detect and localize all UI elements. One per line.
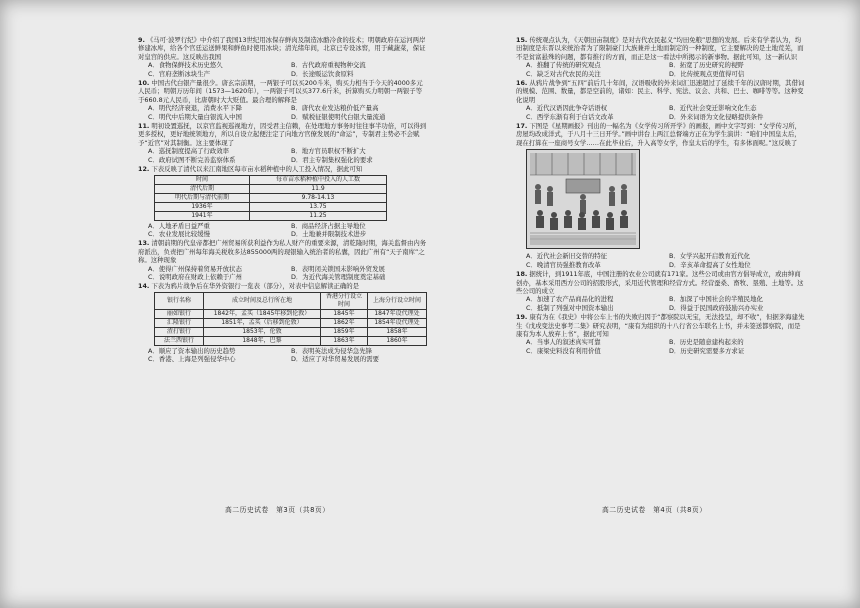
question-stem: 传统观点认为，《天朝田亩制度》是对古代农民起义“均田免粮”思想的发展。后来有学者认为，均田制度是东晋以来统治者为了限制豪门大族兼并土地而制定的一种制度，它主要解决的是土地荒芜，而不是贫富悬殊的问题，都有推行的方面，而正是这一看法中所揭示的新事物。据此可知，这一新认识 [516,36,804,61]
table-row [155,193,387,202]
option-c[interactable]: C．西学东渐有利于白话文改革 [526,112,614,121]
option-d[interactable]: D．辛亥革命提高了女性地位 [669,260,751,269]
options [516,252,806,269]
table-cell: 1842年，孟买（1845年移到伦敦） [204,309,321,318]
question-17 [516,122,806,269]
girls-school-illustration [526,149,640,249]
option-d[interactable]: D．赋税征银使明代白银大量流通 [291,112,386,121]
option-c[interactable]: C．官府垄断冰块生产 [148,69,210,78]
options [138,147,428,164]
question-number: 17. [516,122,528,131]
question-number: 13. [138,239,150,248]
question-number: 19. [516,313,528,322]
page-footer: 高二历史试卷 第4页（共8页） [602,506,707,514]
table-cell: 11.9 [250,184,387,193]
question-number: 10. [138,79,150,88]
table-header-row [155,175,387,184]
option-c[interactable]: C．农业发展比较缓慢 [148,229,210,238]
option-d[interactable]: D．历史研究需要多方求证 [669,346,745,355]
option-b[interactable]: B．地方官员职权不断扩大 [291,147,366,156]
option-a[interactable]: A．加速了农产品商品化的进程 [526,295,614,304]
question-stem: 康有为在《我史》中将公车上书的失败归因于“都察院以无宝，无法投呈，却不收”，但据茅海建先生《戊戌变法史事考二集》研究表明，“康有为组织的十八行省公车联名上书，并未签送都察院，而是康有为本人放弃上书”，据此可知 [516,313,805,338]
option-b[interactable]: B．女学兴起开启教育近代化 [669,252,751,261]
table-cell: 1936年 [155,202,250,211]
option-d[interactable]: D．得益于民国政府鼓励兴办实业 [669,303,764,312]
option-a[interactable]: A．使得广州保持着贸易开放状态 [148,264,242,273]
page-footer: 高二历史试卷 第3页（共8页） [225,506,330,514]
options [138,61,428,78]
option-a[interactable]: A．食物保鲜技术历史悠久 [148,61,223,70]
option-d[interactable]: D．适应了对华贸易发展的需要 [291,355,379,364]
question-number: 12. [138,165,150,174]
table-cell: 1859年 [321,327,368,336]
question-15 [516,36,806,78]
table-cell: 11.25 [250,211,387,220]
option-c[interactable]: C．政府试图不断完善监察体系 [148,155,236,164]
option-a[interactable]: A．巡抚制度提高了行政效率 [148,147,230,156]
options [516,61,806,78]
question-stem: 下表反映了清代以来江南地区每市亩水稻种植中的人工投入情况，据此可知 [151,165,363,174]
historical-illustration [526,149,640,249]
question-stem: 据统计，到1911年底，中国注册的农业公司就有171家。这些公司或由官方倡导成立，或由绅商创办，基本采用西方公司的招股形式，采用近代管理和经营方式。经营蚕桑、畜牧、垦殖、土地等。这些公司的成立 [516,270,804,295]
question-stem: 从鸦片战争到“五四”前后几十年间，汉语吸收的外来词汇迅速超过了延续千年的汉唐时期，其借词的规模、范围、数量，都是空前的，诸如：民主、科学、宪法、议会、共和、巴士、咖啡等等。这种变化说明 [516,79,805,104]
option-b[interactable]: B．历史是随意建构起来的 [669,338,744,347]
table-cell: 1941年 [155,211,250,220]
question-number: 9. [138,36,145,44]
option-c[interactable]: C．康梁史料没有利用价值 [526,346,601,355]
table-cell: 1847年设代理处 [368,309,427,318]
question-11 [138,122,428,164]
options [138,265,428,282]
options [138,104,428,121]
option-a[interactable]: A．当事人的叙述真实可靠 [526,338,601,347]
question-number: 14. [138,282,150,291]
question-stem: 下图是《星期画报》刊出的一幅名为《女学传习所开学》的画报，画中文字写到：“女学传习所，房屋均改成洋式，于八月十三日开学。”画中讲台上两江总督端方正在为学生演讲：“咱们中国皇太后，现在打算在一座商号女学……在此毕业后，升入高等女学，作皇太后的学生，有多体面呢。”这反映了 [516,122,802,147]
table-row [155,202,387,211]
table-cell: 13.75 [250,202,387,211]
options [516,338,806,355]
option-c[interactable]: C．缺乏对古代农民的关注 [526,69,601,78]
option-a[interactable]: A．顺应了资本输出的历史趋势 [148,346,236,355]
question-stem: 下表为鸦片战争后在华外资银行一览表（部分），对表中信息解读正确的是 [151,282,360,291]
table-row [155,309,427,318]
table-cell: 1845年 [321,309,368,318]
table-header-row [155,292,427,309]
question-stem: 明初设置巡抚，以京官监视巡视地方，因受君主信赖，在处理地方事务时往往事半功倍，可以得到更多授权，更好地统领地方，所以自设立起便注定了向地方官僚发展的“命运”，专制君主势必不会赋予“近官”对其制衡。这主要体现了 [138,122,427,147]
option-a[interactable]: A．明代经济衰退，消费水平下降 [148,104,242,113]
option-d[interactable]: D．土地兼并限制技术进步 [291,229,367,238]
table-row [155,327,427,336]
question-number: 16. [516,79,528,88]
foreign-banks-table [154,292,427,346]
options [516,295,806,312]
table-cell: 渣打银行 [155,327,204,336]
table-cell: 9.78-14.13 [250,193,387,202]
question-19 [516,313,806,355]
options [138,222,428,239]
question-stem: 清朝前期的代皇帝都把广州贸易所获利益作为私人财产的重要来源，清乾隆时期，海关监督由内务府派出，负责把广州每年海关税收多达855000两的现银输入统治者的私囊，因此广州有“天子南库”之称。这种现象 [138,239,427,265]
question-14 [138,282,428,363]
table-header: 时间 [155,175,250,184]
table-cell: 1851年，孟买（后移到伦敦） [204,318,321,327]
table-header: 上海分行设立时间 [368,292,427,309]
table-cell: 1854年设代理处 [368,318,427,327]
table-header: 银行名称 [155,292,204,309]
option-c[interactable]: C．说明政府在财政上依赖于广州 [148,272,242,281]
option-d[interactable]: D．外来词语为文化侵略提供条件 [669,112,764,121]
table-header: 香港分行设立时间 [321,292,368,309]
question-16 [516,79,806,121]
table-header: 每市亩水稻种植中投入的人工数 [250,175,387,184]
table-row [155,211,387,220]
question-13 [138,239,428,281]
question-number: 11. [138,122,150,131]
options [516,104,806,121]
question-12 [138,165,428,238]
option-b[interactable]: B．表明闭关锁国未影响外贸发展 [291,264,385,273]
option-a[interactable]: A．人地矛盾日益严重 [148,221,210,230]
option-d[interactable]: D．君主专制集权强化的要求 [291,155,373,164]
table-cell: 清代后期 [155,184,250,193]
question-number: 18. [516,270,528,279]
option-d[interactable]: D．比传统观点更值得可信 [669,69,745,78]
options [138,347,428,364]
option-b[interactable]: B．唐代农业发达粮价低产量高 [291,104,379,113]
question-number: 15. [516,36,528,44]
option-b[interactable]: B．近代社会变迁影响文化生态 [669,104,757,113]
table-row [155,184,387,193]
table-cell: 法兰西银行 [155,336,204,345]
table-cell: 汇隆银行 [155,318,204,327]
table-row [155,318,427,327]
table-cell: 1862年 [321,318,368,327]
question-10 [138,79,428,121]
option-b[interactable]: B．商品经济占据主导地位 [291,221,366,230]
option-d[interactable]: D．为近代海关管理制度奠定基础 [291,272,386,281]
table-cell: 明代后期与清代前期 [155,193,250,202]
table-cell: 1848年，巴黎 [204,336,321,345]
labor-input-table [154,175,387,221]
option-b[interactable]: B．加深了中国社会的半殖民地化 [669,295,763,304]
table-row [155,336,427,345]
option-b[interactable]: B．拓宽了历史研究的视野 [669,61,744,70]
table-cell: 1858年 [368,327,427,336]
table-cell: 1860年 [368,336,427,345]
option-b[interactable]: B．表明英法成为侵华急先锋 [291,346,373,355]
question-18 [516,270,806,312]
option-a[interactable]: A．近代汉语因此争夺话语权 [526,104,608,113]
option-b[interactable]: B．古代政府重视物种交流 [291,61,366,70]
option-c[interactable]: C．明代中后期大量白银流入中国 [148,112,242,121]
option-c[interactable]: C．抵制了列强对中国资本输出 [526,303,614,312]
table-cell: 1853年，伦敦 [204,327,321,336]
table-cell: 1863年 [321,336,368,345]
option-d[interactable]: D．长途贩运饮食原料 [291,69,354,78]
table-cell: 丽如银行 [155,309,204,318]
option-c[interactable]: C．晚清官员强推教育改革 [526,260,601,269]
question-stem: 《马可·波罗行纪》中介绍了我国13世纪用冰保存鲜肉及制造冰酪冷食的技术；明朝政府在运河两岸修建冰库，给各个官廷运送鲜果和鲜鱼时使用冰块；清光绪年间，北京已专设冰窖，用于藏蔬菜，保证对皇宫的供应。这反映出我国 [138,36,426,61]
option-a[interactable]: A．推翻了传统的研究观点 [526,61,601,70]
option-c[interactable]: C．香港、上海是列强侵华中心 [148,355,236,364]
option-a[interactable]: A．近代社会新旧交替的特征 [526,252,608,261]
question-9 [138,36,428,78]
table-header: 成立时间及总行所在地 [204,292,321,309]
question-stem: 中国古代白银产量很少。唐玄宗前期，一两银子可以买200斗米，购买力相当于今天的4000多元人民币；明朝万历年间（1573—1620年），一两银子可以买377.6斤米，折算购买力明朝一两银子等于660.8元人民币，比唐朝时大大贬值。最合理的解释是 [138,79,423,104]
